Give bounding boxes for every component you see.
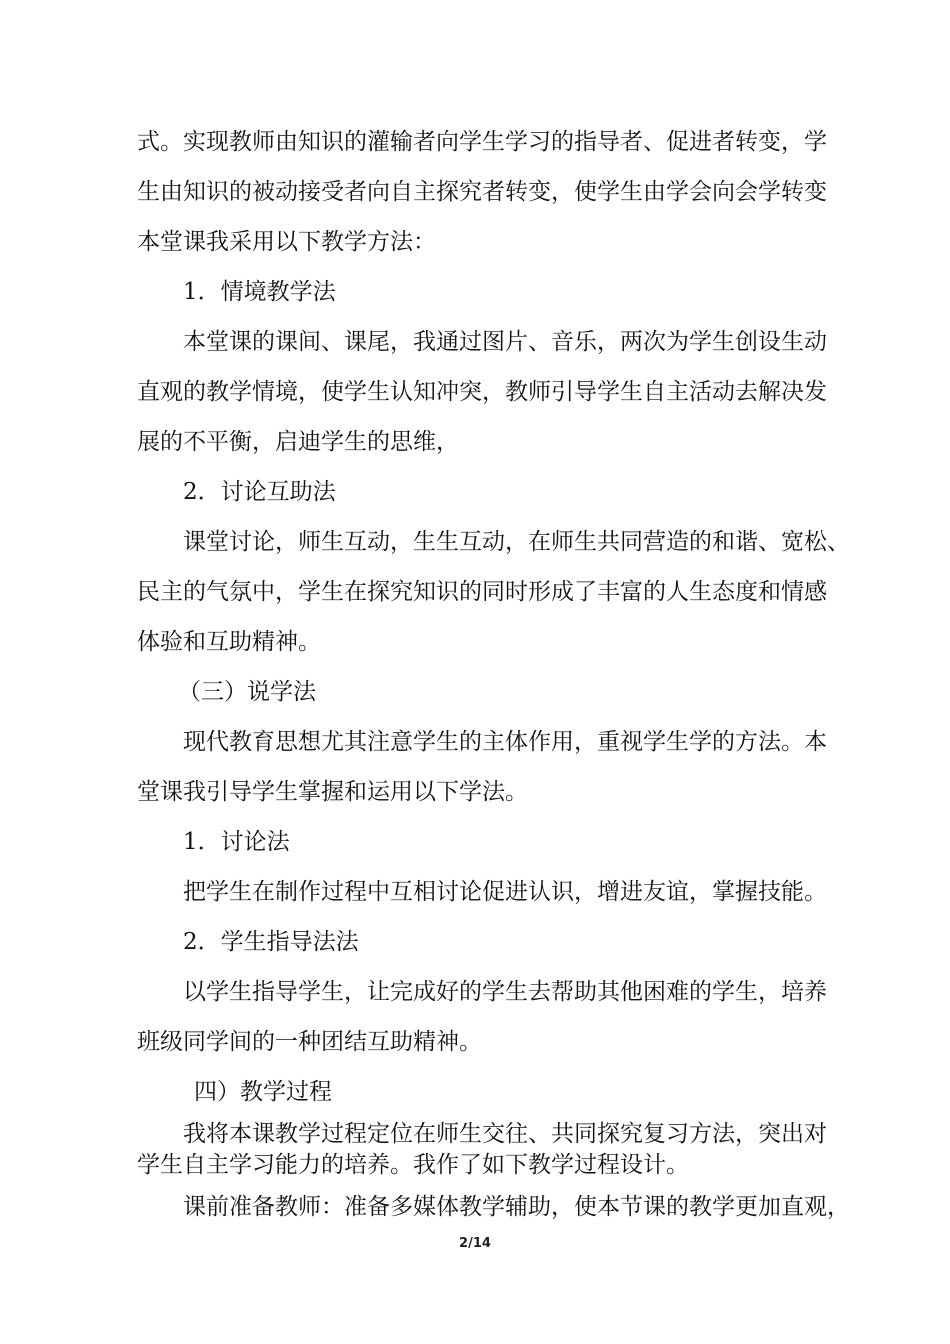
text-line: 展的不平衡，启迪学生的思维，: [137, 429, 459, 455]
text-line: 班级同学间的一种团结互助精神。: [137, 1029, 482, 1055]
text-line: 式。实现教师由知识的灌输者向学生学习的指导者、促进者转变，学: [137, 129, 827, 155]
text-line: 体验和互助精神。: [137, 629, 321, 655]
section-heading: （三）说学法: [178, 679, 316, 705]
text-line: 直观的教学情境，使学生认知冲突，教师引导学生自主活动去解决发: [137, 379, 827, 405]
list-heading: 1．讨论法: [183, 829, 290, 855]
text-line: 本堂课的课间、课尾，我通过图片、音乐，两次为学生创设生动: [183, 329, 827, 355]
text-line: 现代教育思想尤其注意学生的主体作用，重视学生学的方法。本: [183, 729, 827, 755]
list-heading: 1．情境教学法: [183, 279, 336, 305]
text-line: 我将本课教学过程定位在师生交往、共同探究复习方法，突出对: [183, 1121, 827, 1147]
text-line: 把学生在制作过程中互相讨论促进认识，增进友谊，掌握技能。: [183, 879, 827, 905]
list-heading: 2．学生指导法法: [183, 929, 359, 955]
text-line: 课堂讨论，师生互动，生生互动，在师生共同营造的和谐、宽松、: [183, 529, 850, 555]
text-line: 堂课我引导学生掌握和运用以下学法。: [137, 779, 528, 805]
page-number: 2/14: [459, 1236, 491, 1251]
text-line: 课前准备教师：准备多媒体教学辅助，使本节课的教学更加直观，: [183, 1194, 850, 1220]
text-line: 本堂课我采用以下教学方法：: [137, 229, 436, 255]
section-heading: 四）教学过程: [194, 1079, 332, 1105]
text-line: 民主的气氛中，学生在探究知识的同时形成了丰富的人生态度和情感: [137, 579, 827, 605]
list-heading: 2．讨论互助法: [183, 479, 336, 505]
text-line: 学生自主学习能力的培养。我作了如下教学过程设计。: [137, 1152, 689, 1178]
text-line: 生由知识的被动接受者向自主探究者转变，使学生由学会向会学转变: [137, 179, 827, 205]
text-line: 以学生指导学生，让完成好的学生去帮助其他困难的学生，培养: [183, 979, 827, 1005]
